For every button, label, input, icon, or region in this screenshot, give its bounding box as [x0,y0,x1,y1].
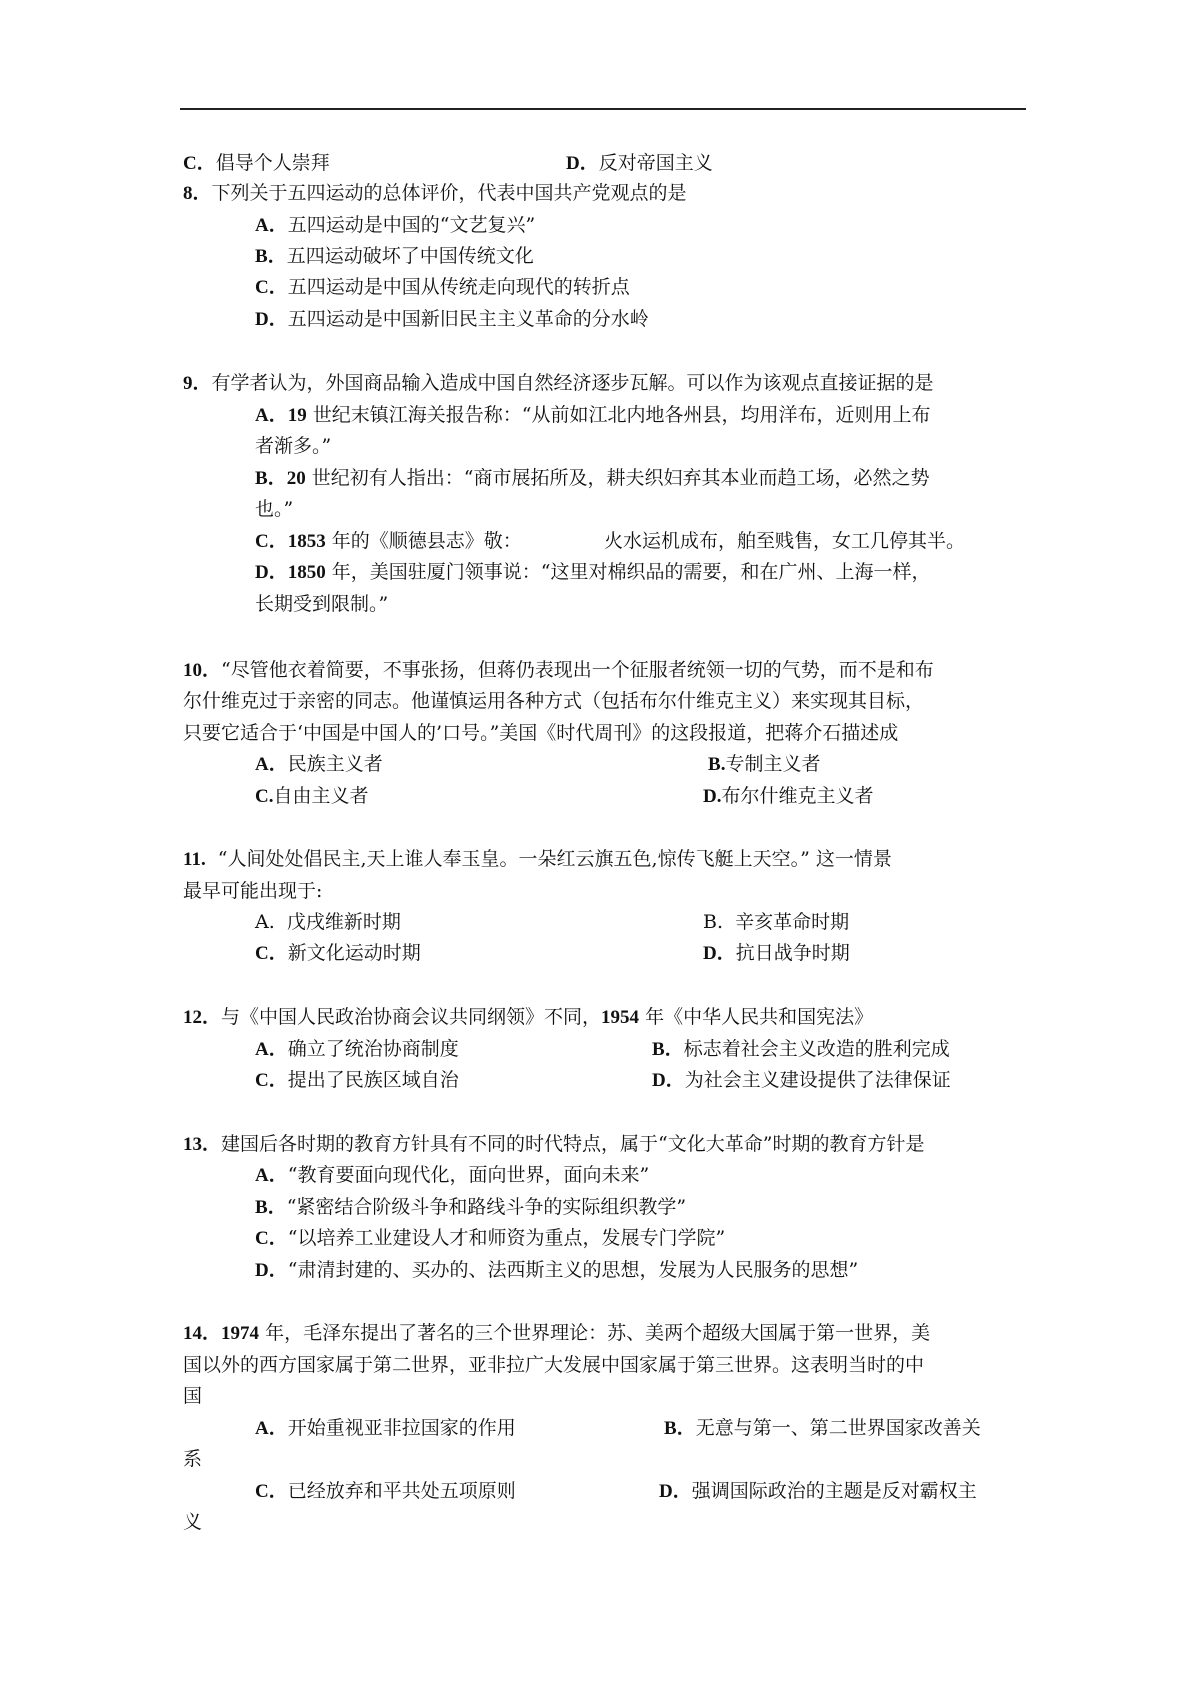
q14-option-d: D．强调国际政治的主题是反对霸权主 [659,1480,977,1502]
question-9-stem: 9．有学者认为，外国商品输入造成中国自然经济逐步瓦解。可以作为该观点直接证据的是 [183,372,934,394]
question-8-stem: 8．下列关于五四运动的总体评价，代表中国共产党观点的是 [183,182,687,204]
question-14-stem-line3: 国 [183,1385,203,1407]
q14-option-b-cont: 系 [183,1448,203,1470]
q11-option-b: B. 辛亥革命时期 [703,911,850,933]
question-14-stem-line2: 国以外的西方国家属于第二世界，亚非拉广大发展中国家属于第三世界。这表明当时的中 [183,1354,925,1376]
q10-option-b: B.专制主义者 [708,753,821,775]
q12-option-d: D．为社会主义建设提供了法律保证 [652,1069,951,1091]
q14-option-c: C．已经放弃和平共处五项原则 [255,1480,516,1502]
q9-option-b: B．20 世纪初有人指出：“商市展拓所及，耕夫织妇弃其本业而趋工场，必然之势 [255,467,930,489]
q9-option-a: A．19 世纪末镇江海关报告称：“从前如江北内地各州县，均用洋布，近则用上布 [255,404,931,426]
question-10-stem-line3: 只要它适合于‘中国是中国人的’口号。”美国《时代周刊》的这段报道，把蒋介石描述成 [183,722,899,744]
q10-option-a: A．民族主义者 [255,753,383,775]
q9-option-c-cont: 火水运机成布，舶至贱售，女工几停其半。 [604,530,966,552]
q8-option-b: B．五四运动破坏了中国传统文化 [255,245,534,267]
q9-option-b-cont: 也。” [255,498,294,520]
q12-option-b: B．标志着社会主义改造的胜利完成 [652,1038,950,1060]
q9-option-d-cont: 长期受到限制。” [255,593,389,615]
q9-option-c: C．1853 年的《顺德县志》敬： [255,530,522,552]
q9-option-a-cont: 者渐多。” [255,435,332,457]
q11-option-d: D．抗日战争时期 [703,942,850,964]
q8-option-d: D．五四运动是中国新旧民主主义革命的分水岭 [255,308,649,330]
q7-option-c: C．倡导个人崇拜 [183,152,330,174]
q10-option-d: D.布尔什维克主义者 [703,785,874,807]
q9-option-d: D．1850 年，美国驻厦门领事说：“这里对棉织品的需要，和在广州、上海一样， [255,561,931,583]
q10-option-c: C.自由主义者 [255,785,369,807]
q14-option-a: A．开始重视亚非拉国家的作用 [255,1417,516,1439]
q12-option-c: C．提出了民族区域自治 [255,1069,459,1091]
q12-option-a: A．确立了统治协商制度 [255,1038,459,1060]
q13-option-a: A．“教育要面向现代化，面向世界，面向未来” [255,1164,650,1186]
q8-option-c: C．五四运动是中国从传统走向现代的转折点 [255,276,630,298]
q14-option-b: B．无意与第一、第二世界国家改善关 [664,1417,981,1439]
question-13-stem: 13．建国后各时期的教育方针具有不同的时代特点，属于“文化大革命”时期的教育方针是 [183,1133,925,1155]
q11-option-c: C．新文化运动时期 [255,942,421,964]
q13-option-b: B．“紧密结合阶级斗争和路线斗争的实际组织教学” [255,1196,687,1218]
question-12-stem: 12．与《中国人民政治协商会议共同纲领》不同，1954 年《中华人民共和国宪法》 [183,1006,874,1028]
q13-option-d: D．“肃清封建的、买办的、法西斯主义的思想，发展为人民服务的思想” [255,1259,859,1281]
q7-option-d: D．反对帝国主义 [566,152,713,174]
q11-option-a: A. 戊戌维新时期 [255,911,401,933]
q14-option-d-cont: 义 [183,1511,203,1533]
q8-option-a: A．五四运动是中国的“文艺复兴” [255,214,536,236]
q13-option-c: C．“以培养工业建设人才和师资为重点，发展专门学院” [255,1227,726,1249]
question-11-stem-line2: 最早可能出现于: [183,880,323,902]
question-10-stem-line2: 尔什维克过于亲密的同志。他谨慎运用各种方式（包括布尔什维克主义）来实现其目标， [183,690,925,712]
question-11-stem: 11. “人间处处倡民主,天上谁人奉玉皇。一朵红云旗五色,惊传飞艇上天空。” 这一情景 [183,848,892,870]
header-rule [180,108,1026,110]
question-14-stem: 14．1974 年，毛泽东提出了著名的三个世界理论：苏、美两个超级大国属于第一世界，美 [183,1322,931,1344]
question-10-stem: 10．“尽管他衣着简要，不事张扬，但蒋仍表现出一个征服者统领一切的气势，而不是和布 [183,659,934,681]
